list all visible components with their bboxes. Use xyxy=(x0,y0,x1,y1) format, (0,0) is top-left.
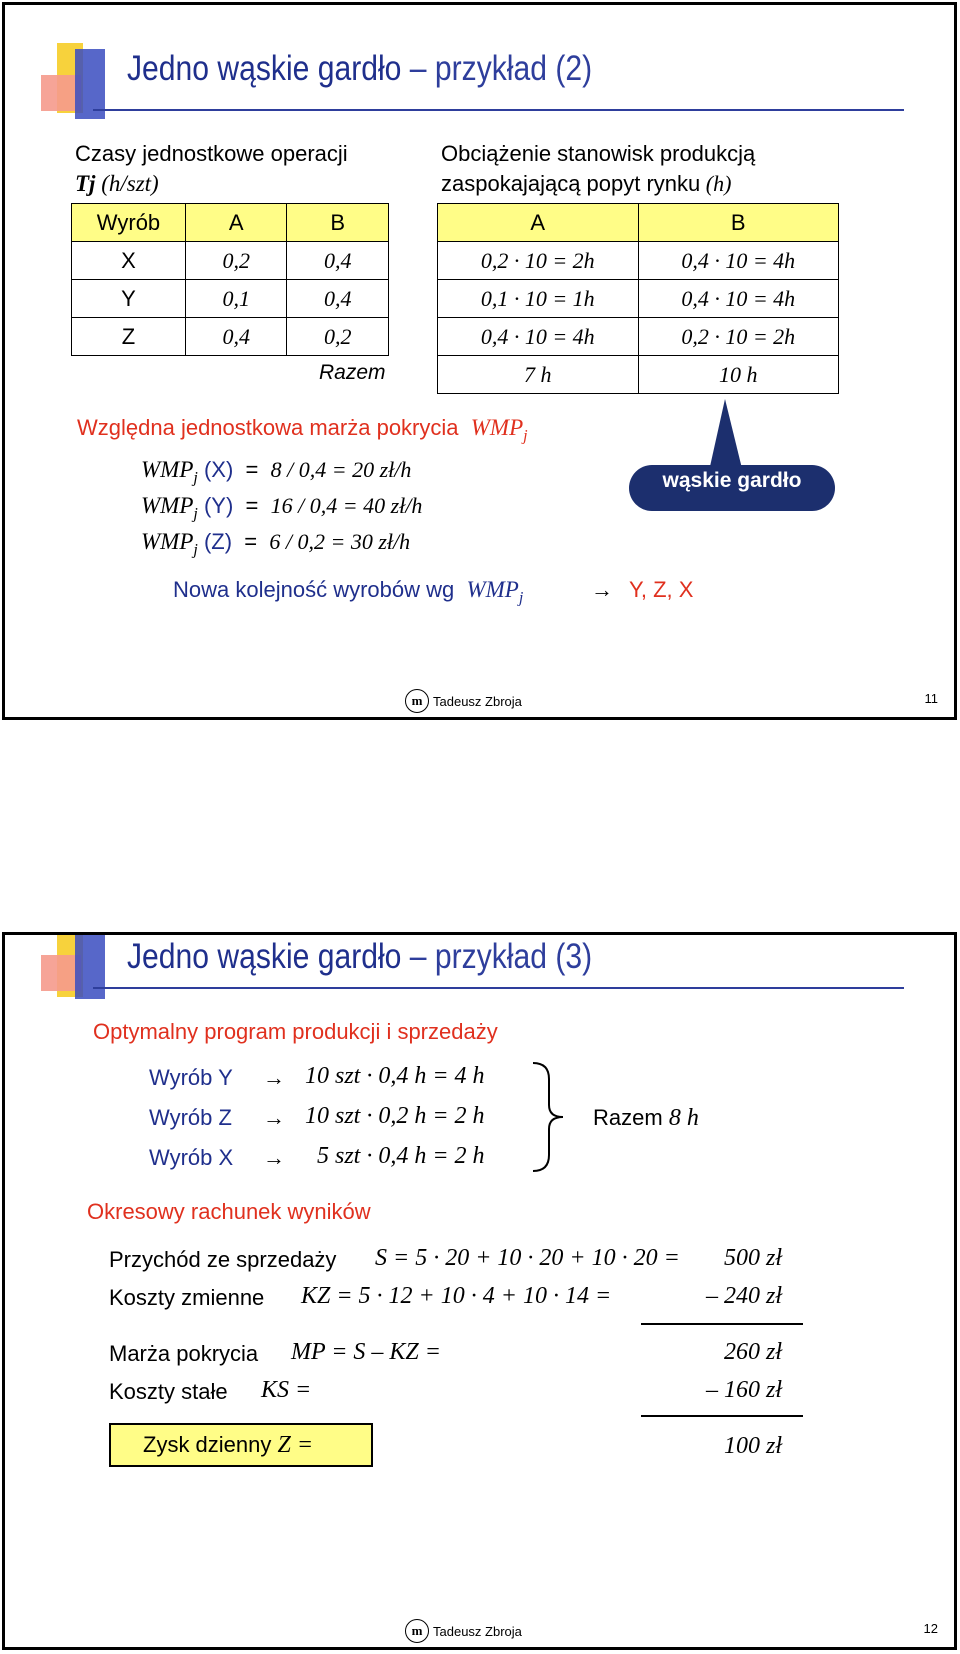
slide-title: Jedno wąskie gardło – przykład (3) xyxy=(127,937,593,976)
footer xyxy=(405,1619,522,1643)
table-header: B xyxy=(287,204,389,242)
profit-formula: Z = xyxy=(277,1432,314,1458)
order-result: Y, Z, X xyxy=(629,577,694,602)
varcost-value: – 240 zł xyxy=(705,1283,782,1309)
callout-text: wąskie gardło xyxy=(662,469,802,492)
margin-formula: MP = S – KZ = xyxy=(291,1339,441,1365)
program-calc-x: 5 szt · 0,4 h = 2 h xyxy=(317,1143,485,1169)
margin-value: 260 zł xyxy=(723,1339,782,1365)
fixed-formula: KS = xyxy=(261,1377,312,1403)
program-row-y: Wyrób Y xyxy=(149,1065,233,1090)
order-line: Nowa kolejność wyrobów wg $WMP_j$ xyxy=(173,577,524,607)
revenue-label: Przychód ze sprzedaży xyxy=(109,1247,337,1272)
arrow-icon: → xyxy=(591,577,613,602)
arrow-icon: → xyxy=(263,1065,285,1090)
brace-icon xyxy=(529,1059,569,1175)
left-header: Czasy jednostkowe operacji Tj (h/szt) xyxy=(75,141,348,196)
footer xyxy=(405,689,522,713)
fixed-value: – 160 zł xyxy=(705,1377,782,1403)
income-heading: Okresowy rachunek wyników xyxy=(87,1199,371,1224)
author-icon: m xyxy=(405,689,429,713)
profit-label: Zysk dzienny xyxy=(143,1432,272,1457)
table-row: X 0,2 0,4 xyxy=(72,242,389,280)
varcost-formula: KZ = 5 · 12 + 10 · 4 + 10 · 14 = xyxy=(301,1283,612,1309)
margin-label: Marża pokrycia xyxy=(109,1341,259,1366)
slide-11 xyxy=(2,2,957,720)
right-header: Obciążenie stanowisk produkcją zaspokajającą popyt rynku (h) xyxy=(441,141,756,196)
arrow-icon: → xyxy=(263,1145,285,1170)
table-row: Y 0,1 0,4 xyxy=(72,280,389,318)
program-calc-y: 10 szt · 0,4 h = 4 h xyxy=(305,1063,485,1089)
table-row: 0,1 · 10 = 1h 0,4 · 10 = 4h xyxy=(438,280,839,318)
footer-author: Tadeusz Zbroja xyxy=(433,693,522,709)
table-row: 0,2 · 10 = 2h 0,4 · 10 = 4h xyxy=(438,242,839,280)
razem-total: Razem 8 h xyxy=(593,1105,699,1131)
page-number: 11 xyxy=(924,691,938,706)
footer-author: Tadeusz Zbroja xyxy=(433,1623,522,1639)
table-header: A xyxy=(185,204,287,242)
varcost-label: Koszty zmienne xyxy=(109,1285,265,1310)
wmp-line-y: $WMP_j$ (Y) = 16 / 0,4 = 40 zł/h xyxy=(141,493,423,523)
author-icon: m xyxy=(405,1619,429,1643)
table-header: B xyxy=(638,204,839,242)
wmp-line-x: $WMP_j$ (X) = 8 / 0,4 = 20 zł/h xyxy=(141,457,412,487)
program-row-z: Wyrób Z xyxy=(149,1105,232,1130)
program-heading: Optymalny program produkcji i sprzedaży xyxy=(93,1019,498,1044)
bottleneck-callout xyxy=(625,389,845,515)
title-rule xyxy=(93,987,904,989)
page-number: 12 xyxy=(923,1621,938,1636)
total-label: Razem xyxy=(319,361,386,384)
fixed-label: Koszty stałe xyxy=(109,1379,228,1404)
revenue-formula: S = 5 · 20 + 10 · 20 + 10 · 20 = xyxy=(375,1245,680,1271)
program-calc-z: 10 szt · 0,2 h = 2 h xyxy=(305,1103,485,1129)
title-rule xyxy=(93,109,904,111)
program-row-x: Wyrób X xyxy=(149,1145,234,1170)
unit-times-table xyxy=(71,203,389,356)
profit-value: 100 zł xyxy=(723,1433,782,1459)
table-header: A xyxy=(438,204,639,242)
table-total-row: 7 h 10 h xyxy=(438,356,839,394)
slide-title: Jedno wąskie gardło – przykład (2) xyxy=(127,49,593,88)
sum-rule xyxy=(641,1415,803,1417)
wmp-line-z: $WMP_j$ (Z) = 6 / 0,2 = 30 zł/h xyxy=(141,529,411,559)
table-row: Z 0,4 0,2 xyxy=(72,318,389,356)
wmp-heading: Względna jednostkowa marża pokrycia $WMP_j$ xyxy=(77,415,528,445)
load-table xyxy=(437,203,839,394)
slide-12 xyxy=(2,932,957,1650)
table-header: Wyrób xyxy=(72,204,186,242)
profit-box xyxy=(109,1423,373,1467)
table-row: 0,4 · 10 = 4h 0,2 · 10 = 2h xyxy=(438,318,839,356)
sum-rule xyxy=(641,1323,803,1325)
revenue-value: 500 zł xyxy=(723,1245,782,1271)
arrow-icon: → xyxy=(263,1105,285,1130)
